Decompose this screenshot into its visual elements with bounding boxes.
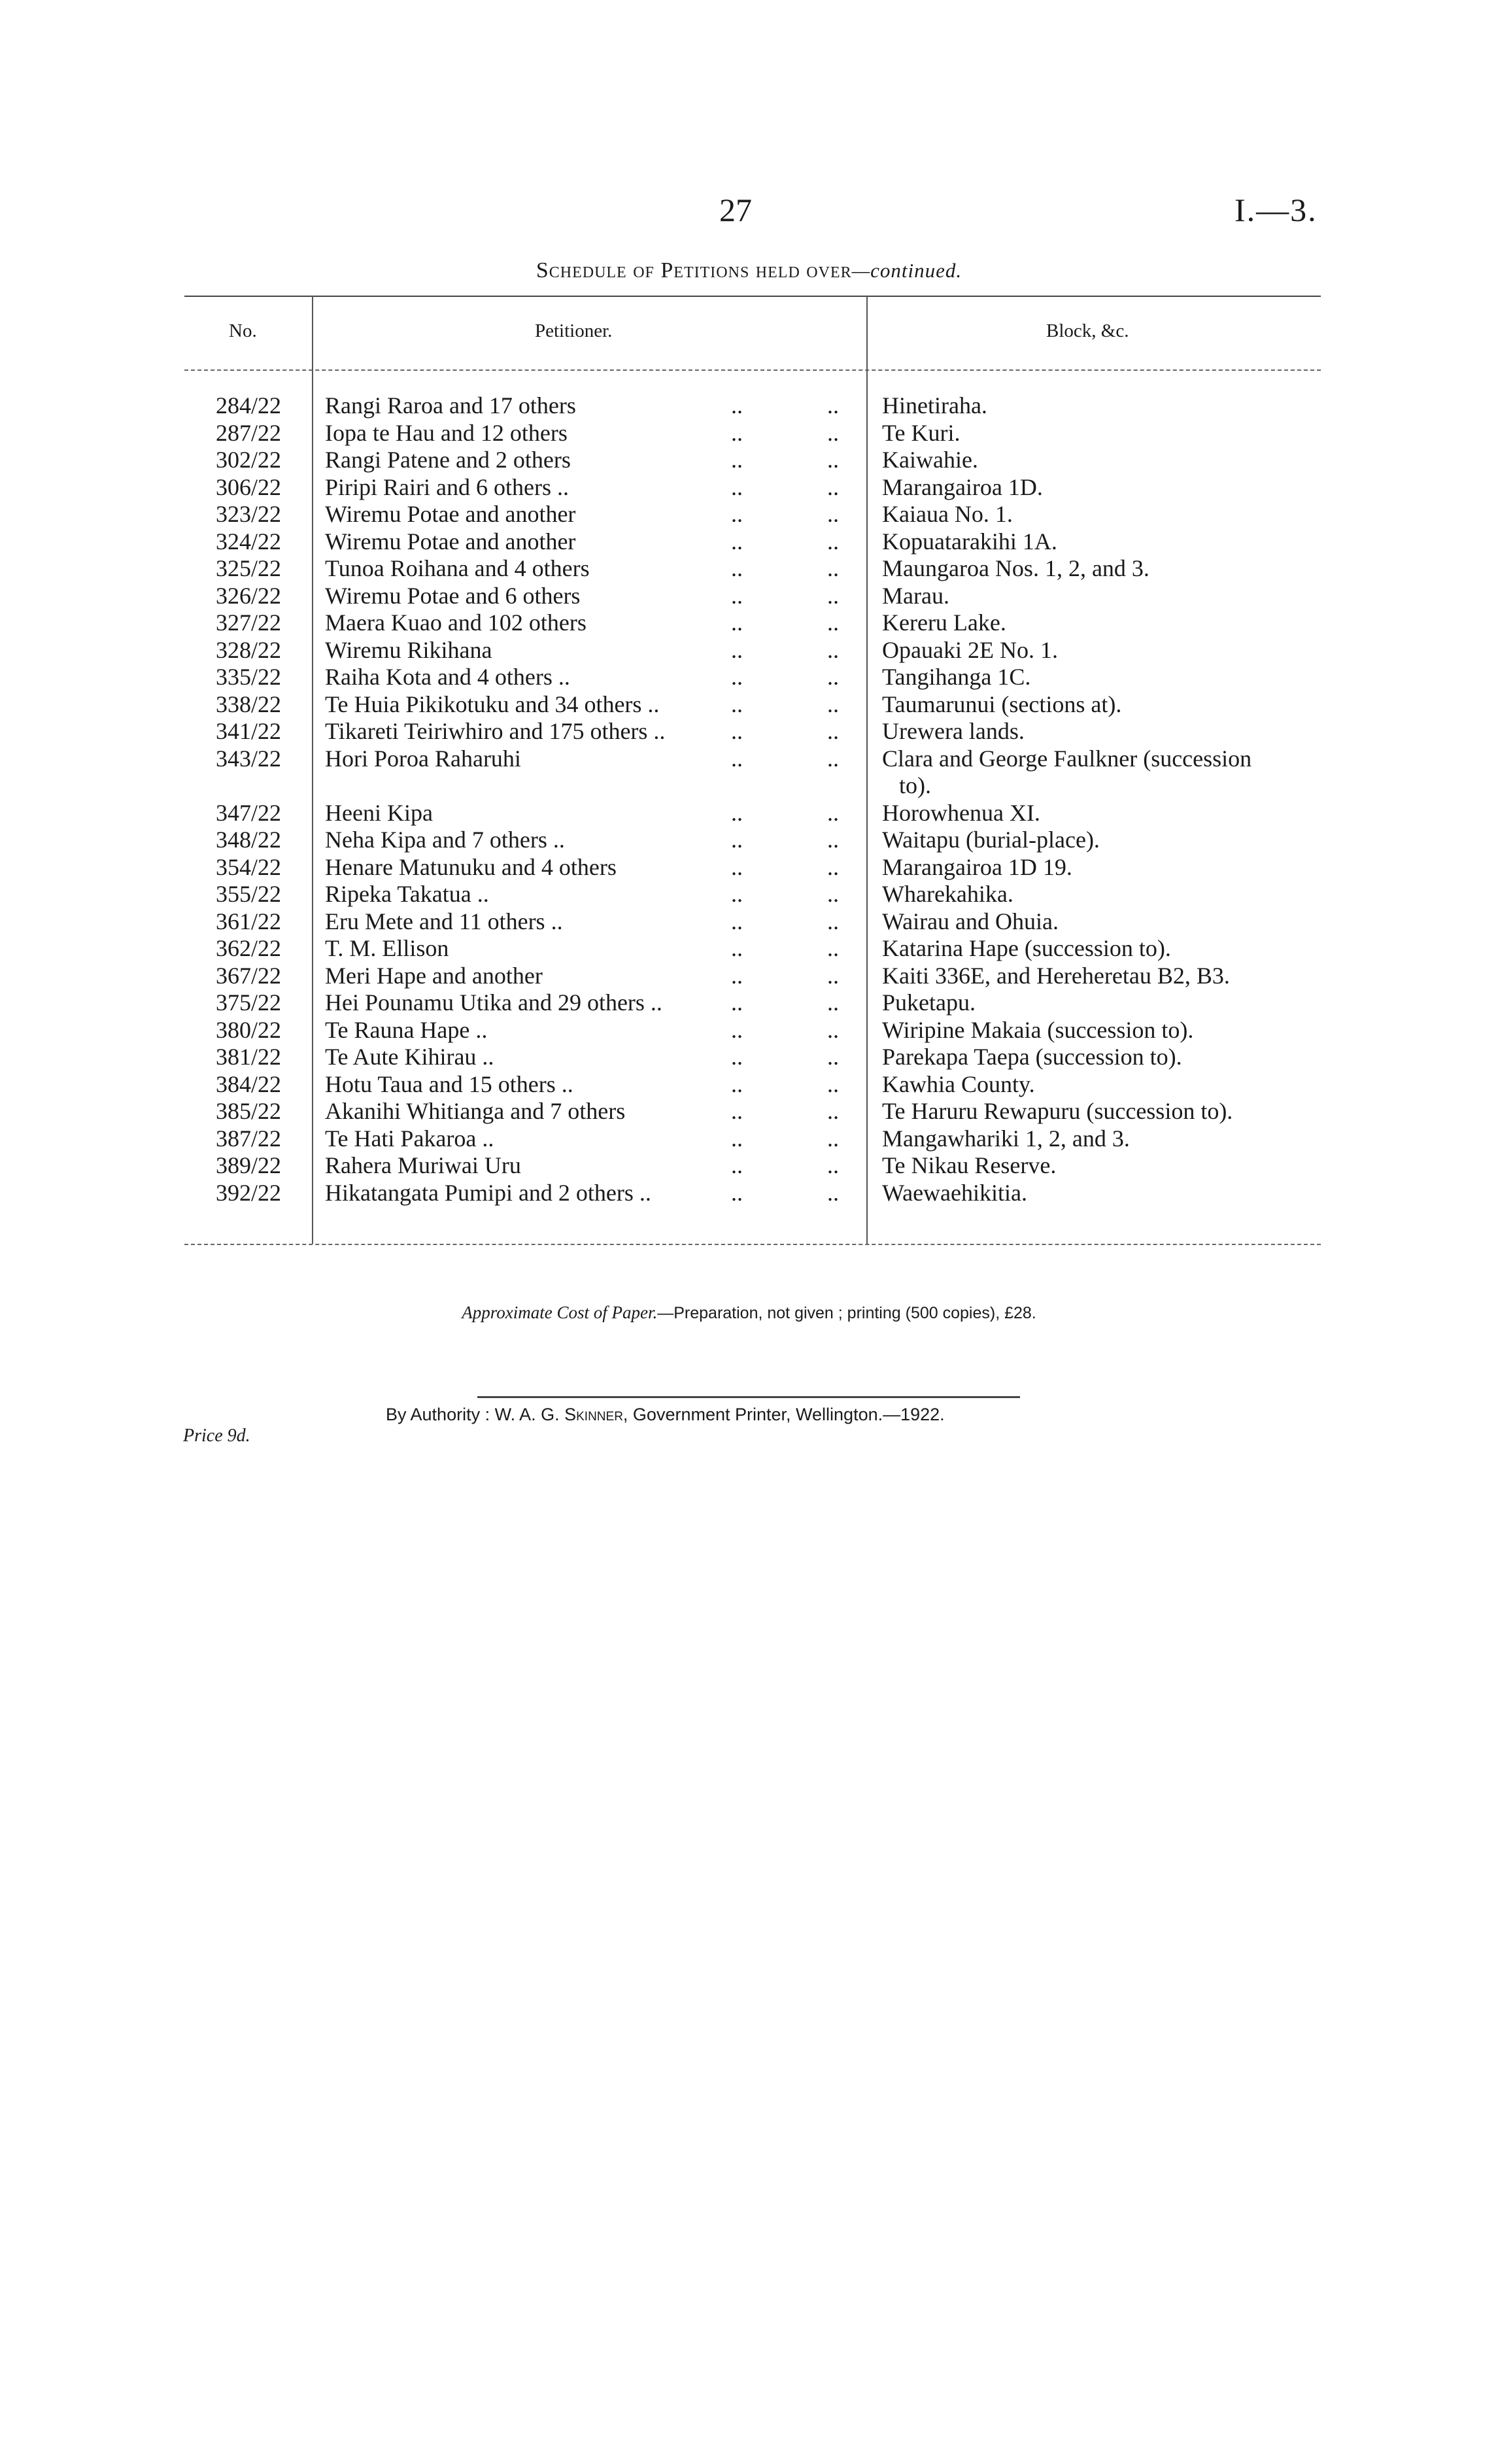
table-row	[0, 691, 1498, 719]
leader-dots: ..	[731, 473, 743, 500]
block-name: Waewaehikitia.	[882, 1179, 1027, 1206]
table-row	[0, 1152, 1498, 1180]
block-name: Mangawhariki 1, 2, and 3.	[882, 1125, 1130, 1152]
table-row	[0, 1098, 1498, 1125]
authority-line	[386, 1405, 945, 1425]
petitioner-name: Hikatangata Pumipi and 2 others ..	[325, 1179, 651, 1206]
leader-dots: ..	[827, 881, 839, 907]
table-row	[0, 637, 1498, 664]
table-row	[0, 800, 1498, 827]
block-name: Wairau and Ohuia.	[882, 908, 1059, 934]
petition-number: 384/22	[215, 1070, 281, 1097]
schedule-title-main: Schedule of Petitions held over	[536, 258, 852, 282]
table-row	[0, 555, 1498, 583]
block-name-continuation: to).	[899, 772, 931, 798]
block-name: Te Haruru Rewapuru (succession to).	[882, 1098, 1233, 1124]
schedule-title-suffix: —continued.	[851, 259, 962, 282]
table-header-rule	[184, 369, 1321, 371]
petition-number: 361/22	[215, 908, 281, 934]
leader-dots: ..	[731, 555, 743, 581]
leader-dots: ..	[731, 609, 743, 636]
price: Price 9d.	[183, 1426, 250, 1446]
leader-dots: ..	[731, 392, 743, 419]
leader-dots: ..	[827, 664, 839, 690]
petitioner-name: Rahera Muriwai Uru	[325, 1152, 521, 1178]
cost-text: —Preparation, not given ; printing (500 copies), £28.	[657, 1304, 1036, 1322]
petition-number: 324/22	[215, 528, 281, 555]
document-code: I.—3.	[1234, 192, 1318, 228]
leader-dots: ..	[827, 1152, 839, 1178]
leader-dots: ..	[827, 1070, 839, 1097]
column-header-petitioner: Petitioner.	[535, 320, 613, 341]
petitioner-name: T. M. Ellison	[325, 935, 449, 961]
petitioner-name: Piripi Rairi and 6 others ..	[325, 473, 569, 500]
block-name: Puketapu.	[882, 989, 976, 1016]
leader-dots: ..	[827, 1016, 839, 1043]
leader-dots: ..	[827, 609, 839, 636]
petitions-table-body	[0, 392, 1498, 1206]
leader-dots: ..	[827, 1044, 839, 1070]
block-name: Kereru Lake.	[882, 609, 1006, 636]
petitioner-name: Hotu Taua and 15 others ..	[325, 1070, 573, 1097]
leader-dots: ..	[827, 935, 839, 961]
leader-dots: ..	[731, 1044, 743, 1070]
cost-of-paper	[0, 1303, 1498, 1323]
petition-number: 306/22	[215, 473, 281, 500]
column-header-no: No.	[229, 320, 257, 341]
petition-number: 338/22	[215, 691, 281, 717]
block-name: Kopuatarakihi 1A.	[882, 528, 1057, 555]
petition-number: 387/22	[215, 1125, 281, 1152]
petitioner-name: Tunoa Roihana and 4 others	[325, 555, 590, 581]
table-row	[0, 1017, 1498, 1044]
table-row	[0, 935, 1498, 963]
petition-number: 328/22	[215, 636, 281, 663]
petition-number: 343/22	[215, 745, 281, 772]
printer-rule	[477, 1396, 1020, 1398]
petition-number: 326/22	[215, 582, 281, 609]
leader-dots: ..	[731, 745, 743, 772]
petition-number: 335/22	[215, 664, 281, 690]
petitioner-name: Te Huia Pikikotuku and 34 others ..	[325, 691, 660, 717]
table-row	[0, 881, 1498, 908]
leader-dots: ..	[827, 799, 839, 826]
petition-number: 385/22	[215, 1098, 281, 1124]
petition-number: 355/22	[215, 881, 281, 907]
leader-dots: ..	[731, 501, 743, 527]
leader-dots: ..	[731, 691, 743, 717]
printer-name: W. A. G. Skinner	[494, 1405, 623, 1424]
petitioner-name: Maera Kuao and 102 others	[325, 609, 587, 636]
petitioner-name: Te Hati Pakaroa ..	[325, 1125, 494, 1152]
block-name: Wiripine Makaia (succession to).	[882, 1016, 1194, 1043]
leader-dots: ..	[827, 392, 839, 419]
authority-suffix: , Government Printer, Wellington.—1922.	[622, 1405, 945, 1424]
table-row	[0, 609, 1498, 637]
leader-dots: ..	[827, 718, 839, 744]
table-row	[0, 745, 1498, 773]
table-row	[0, 1071, 1498, 1099]
block-name: Marangairoa 1D 19.	[882, 853, 1072, 880]
leader-dots: ..	[731, 582, 743, 609]
table-row	[0, 1044, 1498, 1071]
block-name: Marangairoa 1D.	[882, 473, 1043, 500]
leader-dots: ..	[731, 1098, 743, 1124]
leader-dots: ..	[827, 447, 839, 473]
table-row	[0, 420, 1498, 447]
block-name: Parekapa Taepa (succession to).	[882, 1044, 1182, 1070]
petitioner-name: Wiremu Rikihana	[325, 636, 492, 663]
petitioner-name: Wiremu Potae and another	[325, 528, 576, 555]
petition-number: 354/22	[215, 853, 281, 880]
block-name: Waitapu (burial-place).	[882, 827, 1100, 853]
petition-number: 325/22	[215, 555, 281, 581]
table-bottom-rule	[184, 1244, 1321, 1245]
block-name: Opauaki 2E No. 1.	[882, 636, 1058, 663]
leader-dots: ..	[827, 501, 839, 527]
authority-prefix: By Authority :	[386, 1405, 490, 1424]
leader-dots: ..	[731, 447, 743, 473]
petitioner-name: Rangi Patene and 2 others	[325, 447, 571, 473]
table-row	[0, 1180, 1498, 1207]
table-row	[0, 501, 1498, 528]
petition-number: 375/22	[215, 989, 281, 1016]
table-row	[0, 664, 1498, 691]
petitioner-name: Wiremu Potae and another	[325, 501, 576, 527]
petitioner-name: Hori Poroa Raharuhi	[325, 745, 521, 772]
page-number: 27	[719, 192, 752, 228]
leader-dots: ..	[731, 636, 743, 663]
petitioner-name: Hei Pounamu Utika and 29 others ..	[325, 989, 662, 1016]
petitioner-name: Tikareti Teiriwhiro and 175 others ..	[325, 718, 666, 744]
leader-dots: ..	[731, 989, 743, 1016]
table-row	[0, 392, 1498, 420]
leader-dots: ..	[731, 935, 743, 961]
leader-dots: ..	[827, 555, 839, 581]
petitioner-name: Iopa te Hau and 12 others	[325, 419, 568, 446]
leader-dots: ..	[731, 1070, 743, 1097]
table-row	[0, 989, 1498, 1017]
petition-number: 348/22	[215, 827, 281, 853]
leader-dots: ..	[827, 1125, 839, 1152]
petitioner-name: Meri Hape and another	[325, 962, 543, 989]
block-name: Wharekahika.	[882, 881, 1013, 907]
leader-dots: ..	[827, 853, 839, 880]
leader-dots: ..	[731, 908, 743, 934]
table-row	[0, 908, 1498, 936]
petitioner-name: Wiremu Potae and 6 others	[325, 582, 581, 609]
table-row	[0, 583, 1498, 610]
block-name: Urewera lands.	[882, 718, 1025, 744]
petitioner-name: Heeni Kipa	[325, 799, 433, 826]
leader-dots: ..	[827, 528, 839, 555]
petitioner-name: Rangi Raroa and 17 others	[325, 392, 576, 419]
cost-label: Approximate Cost of Paper.	[462, 1303, 658, 1322]
leader-dots: ..	[827, 691, 839, 717]
leader-dots: ..	[731, 528, 743, 555]
petition-number: 362/22	[215, 935, 281, 961]
leader-dots: ..	[731, 799, 743, 826]
petitioner-name: Henare Matunuku and 4 others	[325, 853, 617, 880]
leader-dots: ..	[827, 473, 839, 500]
block-name: Katarina Hape (succession to).	[882, 935, 1171, 961]
block-name: Horowhenua XI.	[882, 799, 1040, 826]
leader-dots: ..	[827, 1179, 839, 1206]
leader-dots: ..	[731, 853, 743, 880]
leader-dots: ..	[731, 1125, 743, 1152]
leader-dots: ..	[731, 1152, 743, 1178]
table-row	[0, 474, 1498, 502]
leader-dots: ..	[827, 962, 839, 989]
leader-dots: ..	[731, 881, 743, 907]
table-row	[0, 963, 1498, 990]
leader-dots: ..	[731, 718, 743, 744]
table-row	[0, 718, 1498, 745]
block-name: Te Kuri.	[882, 419, 961, 446]
leader-dots: ..	[731, 419, 743, 446]
table-row	[0, 447, 1498, 474]
table-row-continuation	[0, 772, 1498, 800]
leader-dots: ..	[731, 962, 743, 989]
petition-number: 381/22	[215, 1044, 281, 1070]
leader-dots: ..	[731, 664, 743, 690]
petition-number: 327/22	[215, 609, 281, 636]
leader-dots: ..	[827, 908, 839, 934]
petitioner-name: Neha Kipa and 7 others ..	[325, 827, 565, 853]
leader-dots: ..	[827, 745, 839, 772]
petition-number: 287/22	[215, 419, 281, 446]
petition-number: 302/22	[215, 447, 281, 473]
block-name: Te Nikau Reserve.	[882, 1152, 1057, 1178]
table-row	[0, 827, 1498, 854]
table-row	[0, 854, 1498, 881]
petitioner-name: Te Aute Kihirau ..	[325, 1044, 494, 1070]
block-name: Kawhia County.	[882, 1070, 1035, 1097]
block-name: Hinetiraha.	[882, 392, 987, 419]
column-header-block: Block, &c.	[1046, 320, 1129, 341]
leader-dots: ..	[827, 827, 839, 853]
leader-dots: ..	[827, 989, 839, 1016]
petitioner-name: Te Rauna Hape ..	[325, 1016, 488, 1043]
block-name: Clara and George Faulkner (succession	[882, 745, 1252, 772]
petitioner-name: Raiha Kota and 4 others ..	[325, 664, 570, 690]
leader-dots: ..	[827, 636, 839, 663]
block-name: Kaiti 336E, and Hereheretau B2, B3.	[882, 962, 1230, 989]
block-name: Marau.	[882, 582, 949, 609]
petitioner-name: Ripeka Takatua ..	[325, 881, 489, 907]
block-name: Taumarunui (sections at).	[882, 691, 1122, 717]
table-top-rule	[184, 296, 1321, 297]
block-name: Tangihanga 1C.	[882, 664, 1031, 690]
petition-number: 392/22	[215, 1179, 281, 1206]
leader-dots: ..	[731, 1179, 743, 1206]
petitioner-name: Eru Mete and 11 others ..	[325, 908, 563, 934]
table-row	[0, 1125, 1498, 1153]
leader-dots: ..	[731, 1016, 743, 1043]
petition-number: 347/22	[215, 799, 281, 826]
petition-number: 323/22	[215, 501, 281, 527]
petitioner-name: Akanihi Whitianga and 7 others	[325, 1098, 626, 1124]
leader-dots: ..	[827, 1098, 839, 1124]
schedule-title	[0, 258, 1498, 283]
block-name: Maungaroa Nos. 1, 2, and 3.	[882, 555, 1149, 581]
leader-dots: ..	[731, 827, 743, 853]
table-row	[0, 528, 1498, 556]
petition-number: 341/22	[215, 718, 281, 744]
petition-number: 367/22	[215, 962, 281, 989]
petition-number: 380/22	[215, 1016, 281, 1043]
petition-number: 284/22	[215, 392, 281, 419]
leader-dots: ..	[827, 582, 839, 609]
block-name: Kaiwahie.	[882, 447, 978, 473]
petition-number: 389/22	[215, 1152, 281, 1178]
block-name: Kaiaua No. 1.	[882, 501, 1013, 527]
leader-dots: ..	[827, 419, 839, 446]
